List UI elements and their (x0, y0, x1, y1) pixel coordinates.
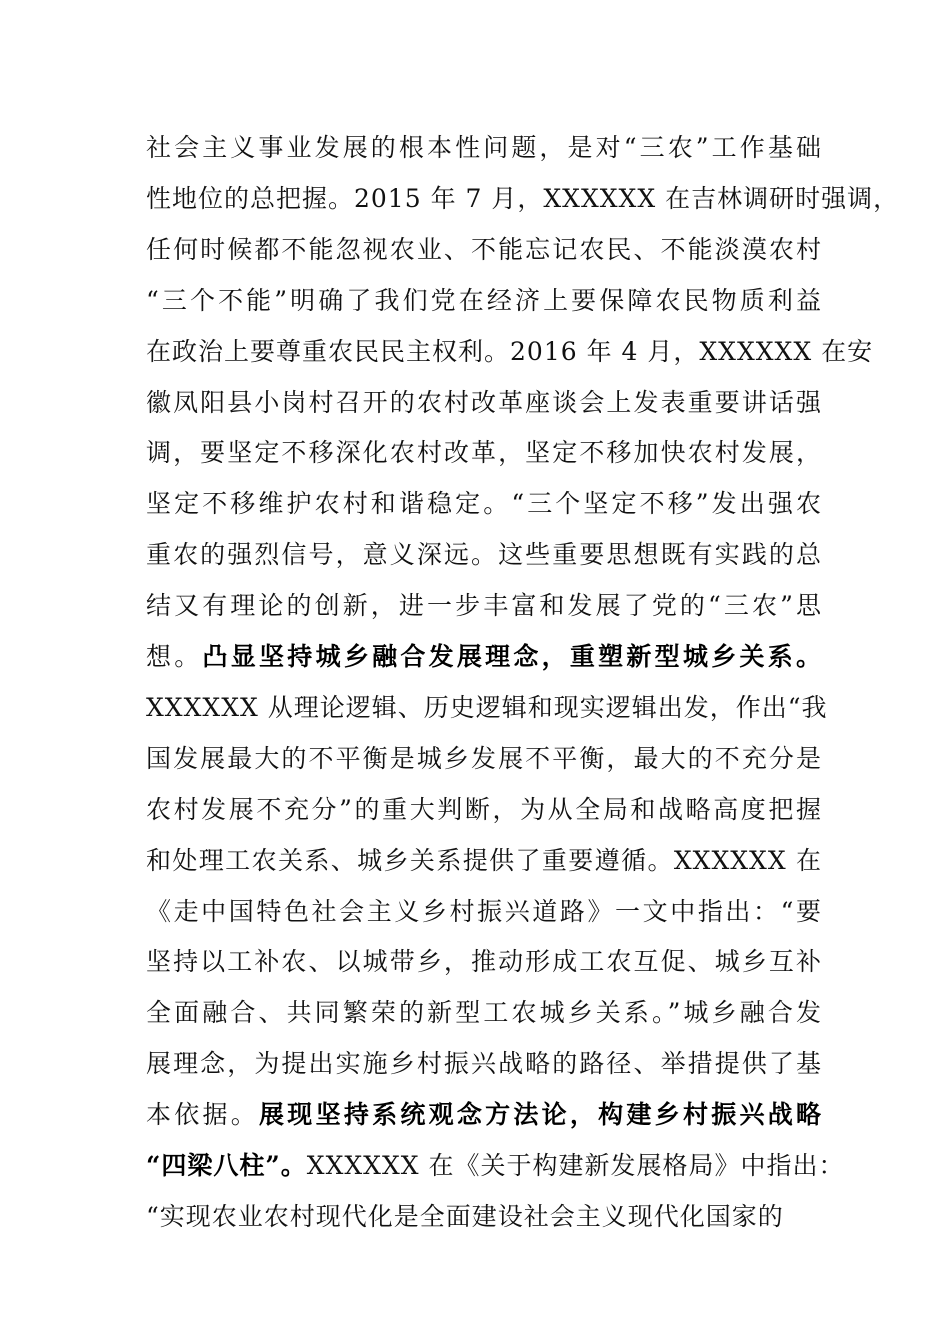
body-text: 社会主义事业发展的根本性问题，是对“三农”工作基础 (146, 133, 822, 162)
text-line (146, 535, 822, 575)
text-line (146, 892, 822, 932)
text-line (146, 637, 822, 677)
body-text: 农村发展不充分”的重大判断，为从全局和战略高度把握 (146, 795, 822, 824)
text-line (146, 332, 874, 372)
text-line (146, 688, 828, 728)
text-line (146, 484, 822, 524)
bold-heading-text: 凸显坚持城乡融合发展理念，重塑新型城乡关系。 (202, 642, 822, 671)
body-text: 徽凤阳县小岗村召开的农村改革座谈会上发表重要讲话强 (146, 388, 822, 417)
text-line (146, 1095, 822, 1135)
text-line (146, 993, 822, 1033)
text-line (146, 586, 822, 626)
body-text: 国发展最大的不平衡是城乡发展不平衡，最大的不充分是 (146, 744, 822, 773)
body-text: 全面融合、共同繁荣的新型工农城乡关系。”城乡融合发 (146, 998, 822, 1027)
text-line (146, 1197, 822, 1237)
text-line (146, 841, 822, 881)
body-text: 坚持以工补农、以城带乡，推动形成工农互促、城乡互补 (146, 947, 822, 976)
text-line (146, 1044, 822, 1084)
body-text: 本依据。 (146, 1100, 260, 1129)
body-text: 坚定不移维护农村和谐稳定。“三个坚定不移”发出强农 (146, 489, 822, 518)
body-text: 重农的强烈信号，意义深远。这些重要思想既有实践的总 (146, 540, 822, 569)
body-text: 在政治上要尊重农民民主权利。2016 年 4 月，XXXXXX 在安 (146, 337, 874, 366)
bold-heading-text: “四梁八柱”。 (146, 1151, 307, 1180)
text-line (146, 433, 822, 473)
body-text: “三个不能”明确了我们党在经济上要保障农民物质利益 (146, 286, 822, 315)
body-text: “实现农业农村现代化是全面建设社会主义现代化国家的 (146, 1202, 784, 1231)
text-line (146, 230, 822, 270)
body-text: 结又有理论的创新，进一步丰富和发展了党的“三农”思 (146, 591, 822, 620)
text-line (146, 128, 822, 168)
body-text: 调，要坚定不移深化农村改革，坚定不移加快农村发展， (146, 438, 822, 467)
body-text: 性地位的总把握。2015 年 7 月，XXXXXX 在吉林调研时强调， (146, 184, 900, 213)
text-line (146, 383, 822, 423)
body-text: 任何时候都不能忽视农业、不能忘记农民、不能淡漠农村 (146, 235, 822, 264)
body-text: 想。 (146, 642, 203, 671)
text-line (146, 281, 822, 321)
text-line (146, 790, 822, 830)
body-text: 展理念，为提出实施乡村振兴战略的路径、举措提供了基 (146, 1049, 822, 1078)
bold-heading-text: 展现坚持系统观念方法论，构建乡村振兴战略 (259, 1100, 822, 1129)
text-line (146, 179, 900, 219)
body-text: 和处理工农关系、城乡关系提供了重要遵循。XXXXXX 在 (146, 846, 822, 875)
body-text: 《走中国特色社会主义乡村振兴道路》一文中指出：“要 (146, 897, 822, 926)
text-line (146, 942, 822, 982)
body-text: XXXXXX 在《关于构建新发展格局》中指出： (306, 1151, 845, 1180)
body-text: XXXXXX 从理论逻辑、历史逻辑和现实逻辑出发，作出“我 (146, 693, 828, 722)
text-line (146, 739, 822, 779)
text-line (146, 1146, 845, 1186)
